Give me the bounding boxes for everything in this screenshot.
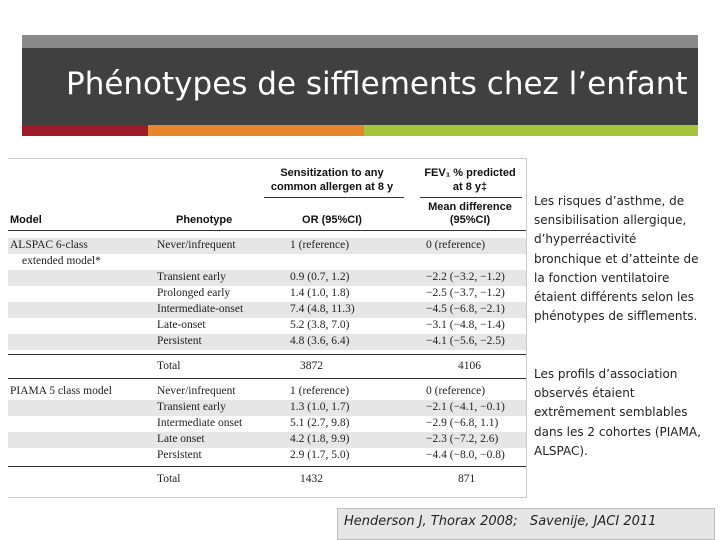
fev-cell: 0 (reference) (426, 239, 486, 251)
header-fev-sub1: Mean difference (428, 201, 512, 213)
accent-bar-green (364, 125, 698, 136)
accent-bar-red (22, 125, 148, 136)
fev-cell: −2.5 (−3.7, −1.2) (426, 287, 505, 299)
row-rule (8, 354, 526, 355)
or-cell: 4.8 (3.6, 6.4) (290, 335, 350, 347)
header-sens-line1: Sensitization to any (280, 167, 384, 179)
phenotype-cell: Intermediate-onset (157, 303, 244, 315)
header-rule-fev (420, 197, 522, 198)
header-sens-line2: common allergen at 8 y (270, 181, 394, 193)
or-cell: 1.4 (1.0, 1.8) (290, 287, 350, 299)
fev-cell: −4.5 (−6.8, −2.1) (426, 303, 505, 315)
or-cell: 5.1 (2.7, 9.8) (290, 417, 350, 429)
note-paragraph-1: Les risques d’asthme, de sensibilisation allergique, d’hyperréactivité bronchique et d’atteinte de la fonction ventilatoire étaient différents selon les phénotypes de sifflements. (534, 194, 699, 324)
phenotype-cell: Intermediate onset (157, 417, 243, 429)
fev-cell: −2.2 (−3.2, −1.2) (426, 271, 505, 283)
or-cell: 0.9 (0.7, 1.2) (290, 271, 350, 283)
model-name: PIAMA 5 class model (10, 385, 112, 397)
or-cell: 7.4 (4.8, 11.3) (290, 303, 355, 315)
phenotype-cell: Never/infrequent (157, 385, 236, 397)
or-cell: 1.3 (1.0, 1.7) (290, 401, 350, 413)
or-cell: 4.2 (1.8, 9.9) (290, 433, 350, 445)
total-label: Total (157, 360, 181, 372)
model-name-line2: extended model* (22, 255, 101, 267)
title-strip (22, 35, 698, 48)
fev-cell: 0 (reference) (426, 385, 486, 397)
or-cell: 5.2 (3.8, 7.0) (290, 319, 350, 331)
total-or: 3872 (300, 360, 323, 372)
fev-cell: −2.9 (−6.8, 1.1) (426, 417, 499, 429)
reference-text: Henderson J, Thorax 2008; Savenije, JACI 2011 (344, 514, 657, 529)
header-bottom-rule (8, 230, 526, 231)
phenotype-cell: Persistent (157, 449, 202, 461)
total-fev: 4106 (458, 360, 481, 372)
header-fev-line1: FEV₁ % predicted (424, 167, 516, 179)
header-or: OR (95%CI) (302, 214, 362, 226)
total-or: 1432 (300, 473, 323, 485)
fev-cell: −4.1 (−5.6, −2.5) (426, 335, 505, 347)
accent-bar-orange (148, 125, 364, 136)
or-cell: 1 (reference) (290, 385, 350, 397)
fev-cell: −2.1 (−4.1, −0.1) (426, 401, 505, 413)
or-cell: 1 (reference) (290, 239, 350, 251)
phenotype-cell: Never/infrequent (157, 239, 236, 251)
model-name: ALSPAC 6-class (10, 239, 88, 251)
slide-title: Phénotypes de sifflements chez l’enfant (66, 66, 688, 102)
phenotype-cell: Prolonged early (157, 287, 231, 299)
fev-cell: −3.1 (−4.8, −1.4) (426, 319, 505, 331)
header-fev-line2: at 8 y‡ (452, 181, 488, 193)
phenotype-cell: Persistent (157, 335, 202, 347)
note-paragraph-2: Les profils d’association observés étaient extrêmement semblables dans les 2 cohortes (PIAMA, ALSPAC). (534, 367, 701, 458)
row-rule (8, 466, 526, 467)
fev-cell: −2.3 (−7.2, 2.6) (426, 433, 499, 445)
row-rule (8, 378, 526, 379)
header-model: Model (10, 214, 42, 226)
phenotype-cell: Transient early (157, 271, 226, 283)
header-phenotype: Phenotype (176, 214, 233, 226)
phenotype-cell: Late-onset (157, 319, 206, 331)
or-cell: 2.9 (1.7, 5.0) (290, 449, 350, 461)
total-label: Total (157, 473, 181, 485)
phenotype-cell: Transient early (157, 401, 226, 413)
total-fev: 871 (458, 473, 476, 485)
header-rule-sens (264, 197, 404, 198)
phenotype-cell: Late onset (157, 433, 205, 445)
header-fev-sub2: (95%CI) (449, 214, 491, 226)
fev-cell: −4.4 (−8.0, −0.8) (426, 449, 505, 461)
